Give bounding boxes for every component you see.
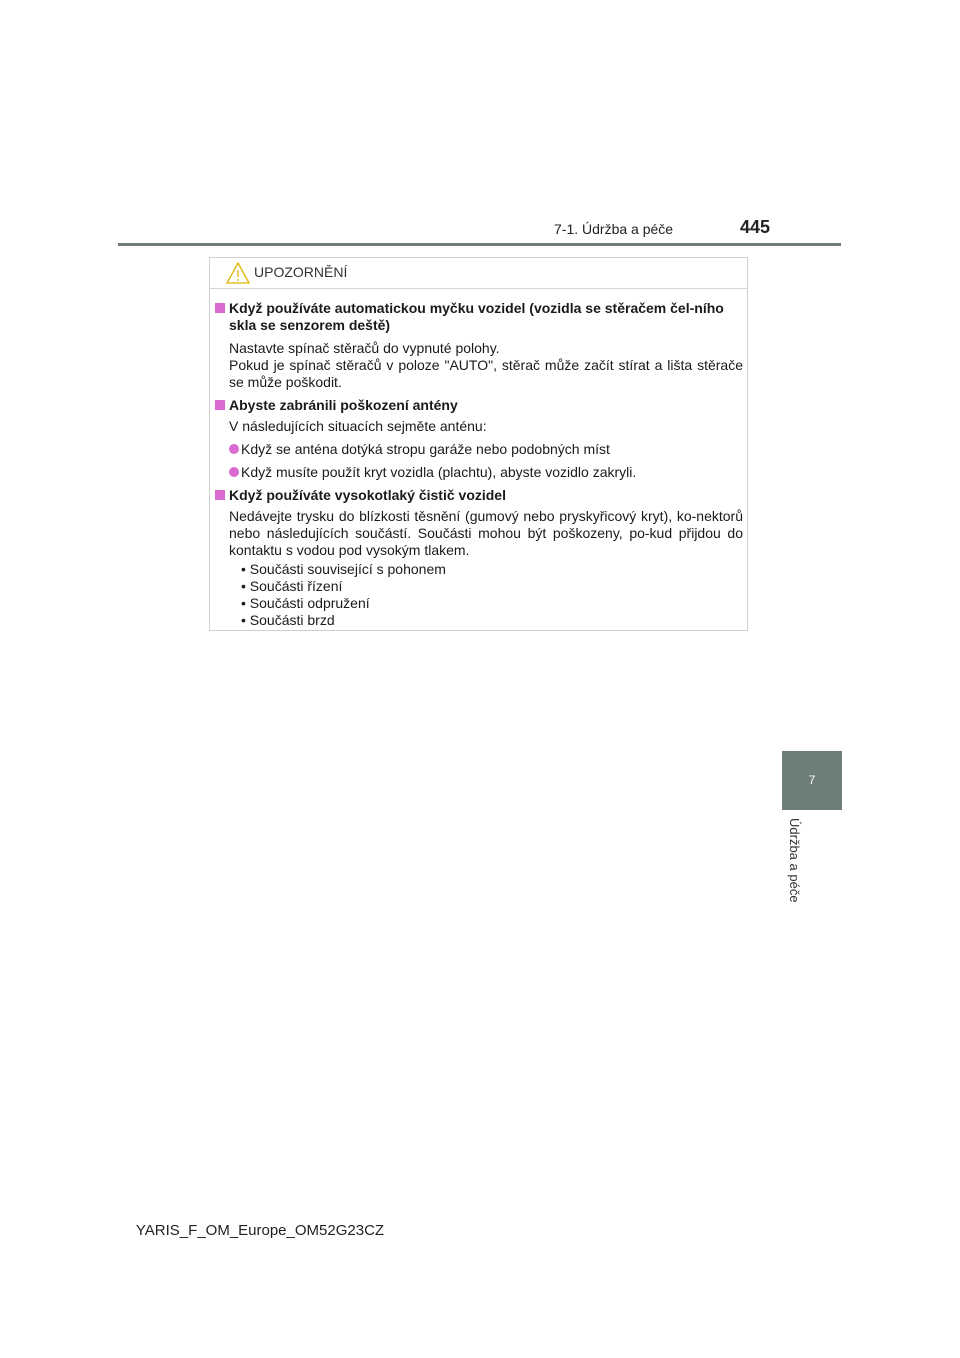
paragraph — [215, 418, 743, 435]
paragraph — [215, 508, 743, 559]
list-item — [215, 464, 743, 481]
square-bullet-icon — [215, 303, 225, 313]
square-bullet-icon — [215, 400, 225, 410]
section-title — [215, 397, 743, 414]
chapter-tab: 7 — [782, 751, 842, 810]
warning-box — [209, 257, 748, 631]
chapter-label: Údržba a péče — [787, 818, 802, 903]
footer-code: YARIS_F_OM_Europe_OM52G23CZ — [135, 1222, 385, 1239]
paragraph-text: Nastavte spínač stěračů do vypnuté polohy. — [229, 340, 500, 356]
sub-list-item: • Součásti související s pohonem — [241, 561, 446, 577]
section-title-text: Když používáte vysokotlaký čistič vozidel — [229, 487, 506, 503]
paragraph-text: Nedávejte trysku do blízkosti těsnění (gumový nebo pryskyřicový kryt), ko-nektorů nebo následujících součástí. Součásti mohou být poškozeny, po-kud přijdou do kontaktu s vodou pod vysokým tlakem. — [229, 508, 743, 558]
paragraph-text: V následujících situacích sejměte anténu: — [229, 418, 487, 434]
sub-list-item: • Součásti řízení — [241, 578, 343, 594]
warning-title: UPOZORNĚNÍ — [254, 264, 348, 280]
section-title — [215, 487, 743, 504]
square-bullet-icon — [215, 490, 225, 500]
warning-content — [215, 300, 743, 629]
sub-list-item: • Součásti odpružení — [241, 595, 370, 611]
header-rule — [118, 243, 841, 246]
paragraph — [215, 357, 743, 391]
circle-bullet-icon — [229, 444, 239, 454]
sub-list-item: • Součásti brzd — [241, 612, 335, 628]
header-section-title: 7-1. Údržba a péče — [554, 221, 674, 237]
circle-bullet-icon — [229, 467, 239, 477]
section-title-text: Když používáte automatickou myčku vozidel (vozidla se stěračem čel-ního skla se senzorem deště) — [229, 300, 724, 333]
warning-triangle-icon — [226, 262, 250, 284]
section-title — [215, 300, 743, 334]
sub-list — [215, 561, 743, 629]
warning-header — [210, 258, 747, 289]
page-number: 445 — [740, 217, 771, 237]
list-item-text: Když musíte použít kryt vozidla (plachtu), abyste vozidlo zakryli. — [241, 464, 637, 480]
section-title-text: Abyste zabránili poškození antény — [229, 397, 458, 413]
list-item-text: Když se anténa dotýká stropu garáže nebo podobných míst — [241, 441, 610, 457]
paragraph-text: Pokud je spínač stěračů v poloze "AUTO", stěrač může začít stírat a lišta stěrače se může poškodit. — [229, 357, 743, 390]
paragraph — [215, 340, 743, 357]
list-item — [215, 441, 743, 458]
